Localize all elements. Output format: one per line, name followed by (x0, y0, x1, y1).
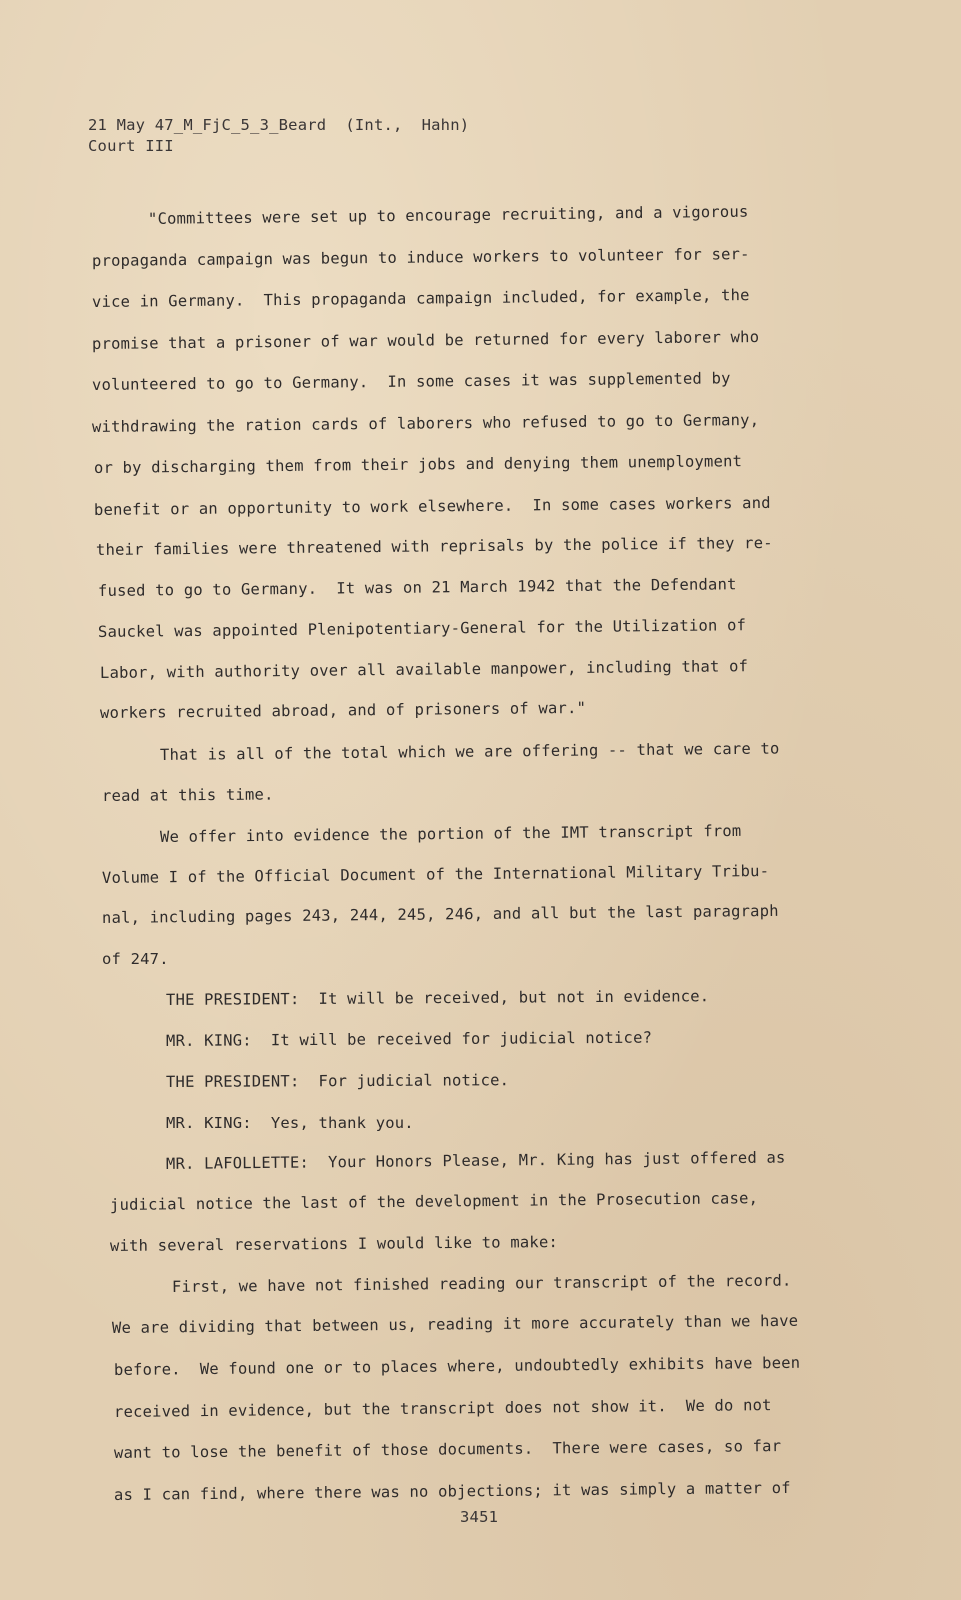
body-line: before. We found one or to places where, undoubtedly exhibits have been (113, 1353, 801, 1379)
body-line: "Committees were set up to encourage recruiting, and a vigorous (147, 202, 749, 228)
speaker-line: THE PRESIDENT: It will be received, but not in evidence. (165, 987, 710, 1009)
body-line: That is all of the total which we are offering -- that we care to (159, 739, 780, 764)
speaker-line: MR. KING: Yes, thank you. (166, 1114, 414, 1132)
body-line: We offer into evidence the portion of the IMT transcript from (159, 821, 742, 846)
body-line: want to lose the benefit of those documents. There were cases, so far (113, 1437, 782, 1462)
header-line-2: Court III (88, 137, 174, 155)
body-line: First, we have not finished reading our transcript of the record. (171, 1271, 792, 1296)
body-line: benefit or an opportunity to work elsewhere. In some cases workers and (93, 493, 771, 519)
body-line: as I can find, where there was no objections; it was simply a matter of (113, 1478, 791, 1504)
speaker-line: THE PRESIDENT: For judicial notice. (165, 1071, 510, 1091)
header-line-1: 21 May 47_M_FjC_5_3_Beard (Int., Hahn) (88, 116, 470, 134)
body-line: of 247. (102, 950, 169, 968)
speaker-line: MR. LAFOLLETTE: Your Honors Please, Mr. King has just offered as (165, 1148, 786, 1173)
body-line: nal, including pages 243, 244, 245, 246, and all but the last paragraph (101, 901, 779, 927)
body-line: read at this time. (101, 785, 274, 805)
body-line: Volume I of the Official Document of the International Military Tribu- (101, 862, 770, 887)
body-line: their families were threatened with reprisals by the police if they re- (95, 533, 773, 559)
body-line: Labor, with authority over all available manpower, including that of (99, 657, 749, 682)
page-number: 3451 (460, 1508, 499, 1526)
body-line: withdrawing the ration cards of laborers who refused to go to Germany, (91, 411, 760, 436)
body-line: received in evidence, but the transcript does not show it. We do not (113, 1396, 772, 1421)
body-line: We are dividing that between us, reading it more accurately than we have (111, 1311, 799, 1337)
body-line: propaganda campaign was begun to induce workers to volunteer for ser- (91, 245, 750, 270)
body-line: volunteered to go to Germany. In some cases it was supplemented by (91, 369, 731, 394)
body-line: fused to go to Germany. It was on 21 March 1942 that the Defendant (97, 575, 737, 600)
body-line: or by discharging them from their jobs and denying them unemployment (93, 452, 743, 477)
body-line: vice in Germany. This propaganda campaign included, for example, the (91, 286, 750, 311)
body-line: with several reservations I would like to make: (109, 1233, 559, 1255)
body-line: promise that a prisoner of war would be returned for every laborer who (91, 328, 760, 353)
body-line: judicial notice the last of the development in the Prosecution case, (109, 1189, 759, 1214)
speaker-line: MR. KING: It will be received for judicial notice? (165, 1028, 653, 1050)
body-line: workers recruited abroad, and of prisoners of war." (99, 698, 587, 722)
body-line: Sauckel was appointed Plenipotentiary-General for the Utilization of (97, 616, 747, 641)
